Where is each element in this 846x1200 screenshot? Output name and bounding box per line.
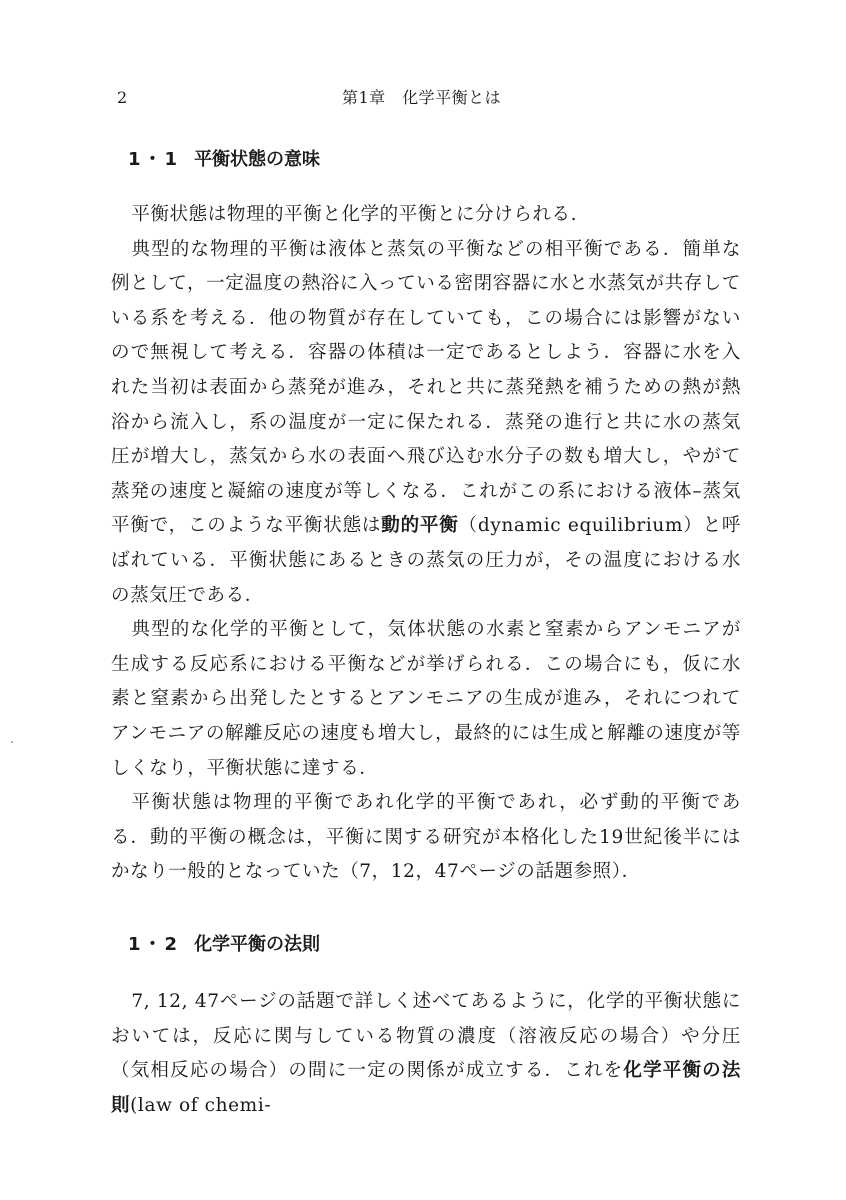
key-term: 動的平衡 <box>381 515 459 537</box>
paragraph-text: （dynamic equilibrium）と呼ばれている．平衡状態にあるときの蒸気の圧力が，その温度における水の蒸気圧である． <box>111 515 742 606</box>
section-body <box>111 198 741 890</box>
key-term: 化学平衡の法則 <box>111 1060 741 1116</box>
section-heading <box>128 933 320 957</box>
section-number: 1・1 <box>128 149 181 170</box>
paragraph: 典型的な化学的平衡として，気体状態の水素と窒素からアンモニアが生成する反応系における平衡などが挙げられる．この場合にも，仮に水素と窒素から出発したとするとアンモニアの生成が進み，それにつれてアンモニアの解離反応の速度も増大し，最終的には生成と解離の速度が等しくなり，平衡状態に達する． <box>111 619 741 779</box>
scan-speck <box>11 741 13 743</box>
running-head: 第1章 化学平衡とは <box>342 88 502 107</box>
paragraph: 平衡状態は物理的平衡であれ化学的平衡であれ，必ず動的平衡である．動的平衡の概念は，平衡に関する研究が本格化した19世紀後半にはかなり一般的となっていた（7，12，47ページの話題参照）． <box>111 792 741 883</box>
paragraph-text: (law of chemi- <box>130 1094 272 1116</box>
paragraph: 平衡状態は物理的平衡と化学的平衡とに分けられる. <box>131 204 578 225</box>
paragraph <box>111 985 741 1123</box>
paragraph-text: 7, 12, 47ページの話題で詳しく述べてあるように，化学的平衡状態においては，反応に関与している物質の濃度（溶液反応の場合）や分圧（気相反応の場合）の間に一定の関係が成立する．これを <box>111 991 741 1082</box>
paragraph <box>111 233 741 614</box>
section-heading <box>128 148 320 172</box>
section-body <box>111 985 741 1123</box>
page-number: 2 <box>117 88 128 107</box>
paragraph-text: 典型的な物理的平衡は液体と蒸気の平衡などの相平衡である．簡単な例として，一定温度の熱浴に入っている密閉容器に水と水蒸気が共存している系を考える．他の物質が存在していても，この場合には影響がないので無視して考える．容器の体積は一定であるとしよう．容器に水を入れた当初は表面から蒸発が進み，それと共に蒸発熱を補うための熱が熱浴から流入し，系の温度が一定に保たれる．蒸発の進行と共に水の蒸気圧が増大し，蒸気から水の表面へ飛び込む水分子の数も増大し，やがて蒸発の速度と凝縮の速度が等しくなる．これがこの系における液体–蒸気平衡で，このような平衡状態は <box>111 238 741 537</box>
section-title: 化学平衡の法則 <box>194 934 321 955</box>
section-number: 1・2 <box>128 934 181 955</box>
section-title: 平衡状態の意味 <box>194 149 321 170</box>
